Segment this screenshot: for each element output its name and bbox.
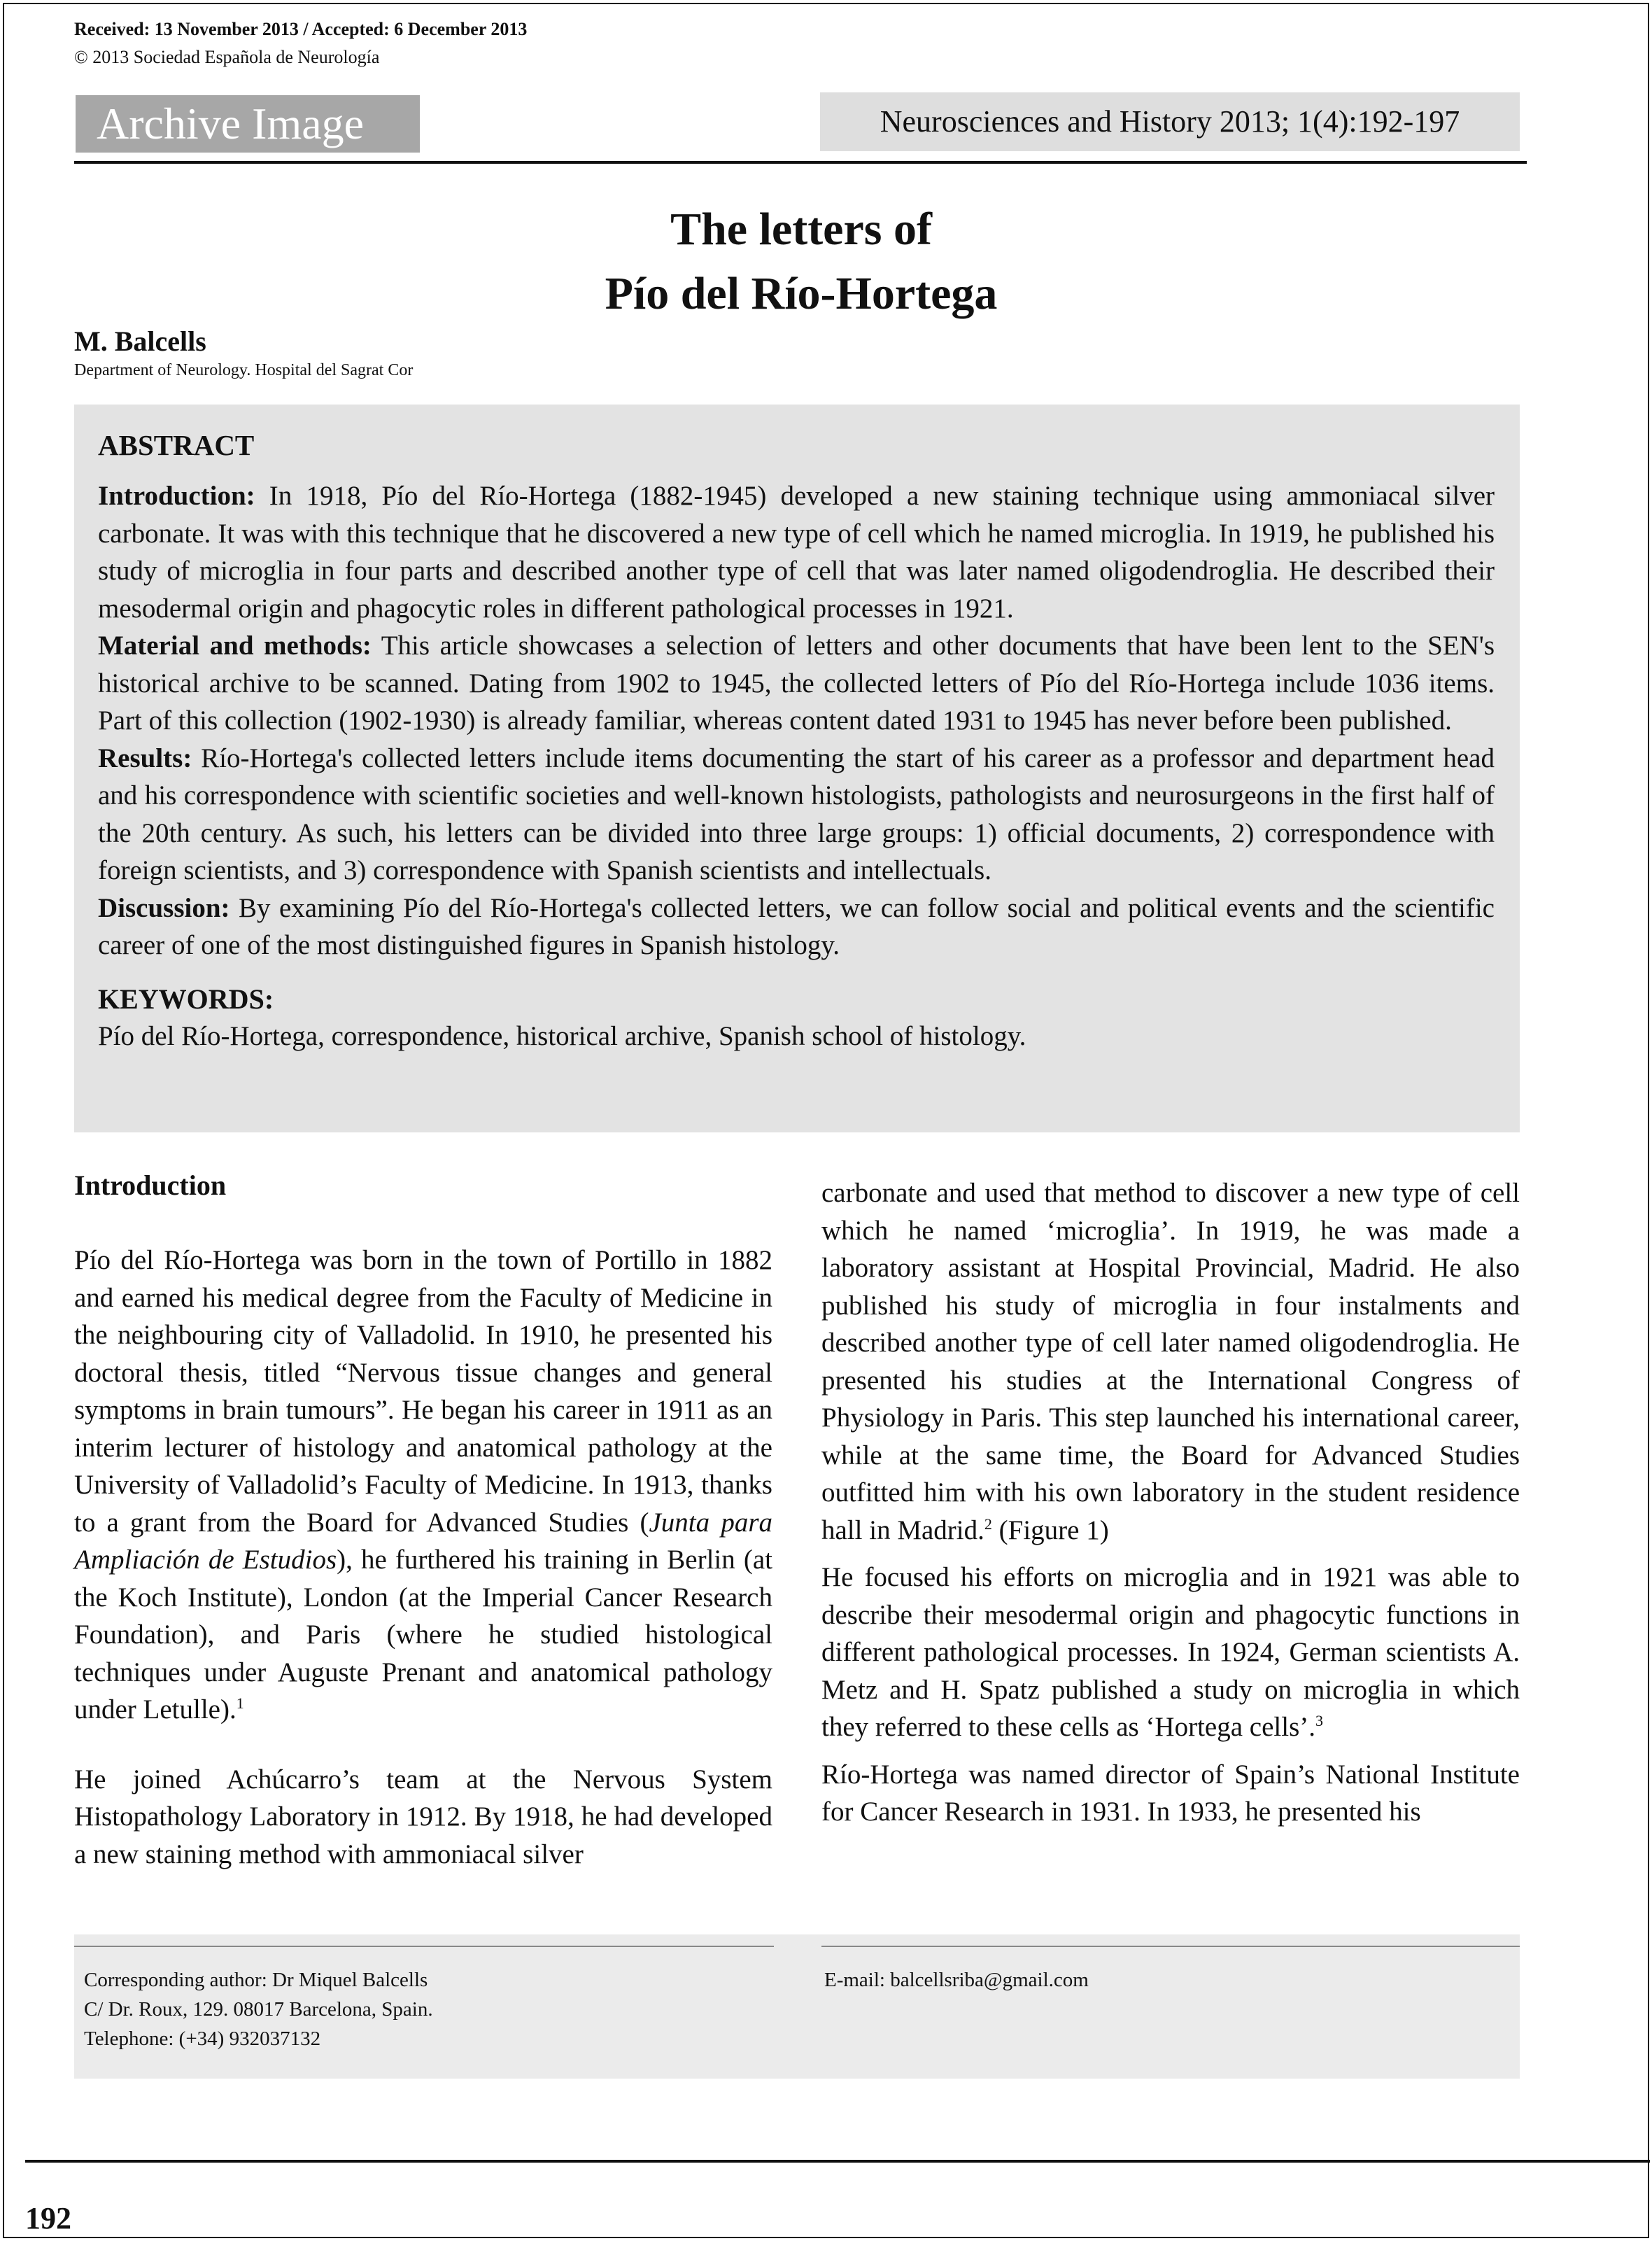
body-paragraph-3 [821,1174,1520,1549]
journal-reference: Neurosciences and History 2013; 1(4):192-197 [820,92,1520,151]
p4-text-a: He focused his efforts on microglia and in 1921 was able to describe their mesodermal origin and phagocytic functions in different pathological processes. In 1924, German scientists A. Metz and H. Spatz published a study on microglia in which they referred to these cells as ‘Hortega cells’. [821,1562,1520,1742]
received-accepted-dates: Received: 13 November 2013 / Accepted: 6 December 2013 [74,19,528,39]
header-rule [74,161,1527,164]
body-paragraph-1 [74,1242,772,1729]
body-paragraph-5: Río-Hortega was named director of Spain’s National Institute for Cancer Research in 1931. In 1933, he presented his [821,1759,1520,1827]
abstract-introduction-label: Introduction: [98,481,255,511]
abstract-methods-label: Material and methods: [98,631,372,661]
publication-meta [74,15,527,71]
p3-text-a: carbonate and used that method to discover a new type of cell which he named ‘microglia’. In 1919, he was made a laboratory assistant at Hospital Provincial, Madrid. He also published his study of microglia in four instalments and described another type of cell later named oligodendroglia. He presented his studies at the International Congress of Physiology in Paris. This step launched his international career, while at the same time, the Board for Advanced Studies outfitted him with his own laboratory in the student residence hall in Madrid. [821,1178,1520,1545]
p3-text-b: (Figure 1) [991,1515,1109,1545]
abstract-methods [98,627,1495,740]
corresponding-author: Corresponding author: Dr Miquel Balcells [84,1969,428,1991]
introduction-heading: Introduction [74,1169,227,1201]
reference-3: 3 [1315,1712,1323,1729]
title-line-2: Pío del Río-Hortega [605,268,998,319]
corresponding-address: C/ Dr. Roux, 129. 08017 Barcelona, Spain. [84,1998,433,2021]
corresponding-author-block [84,1965,433,2053]
p1-italic-text: Junta para Ampliación de Estudios [74,1507,772,1575]
reference-2: 2 [984,1515,992,1533]
footer-rule [25,2160,1650,2163]
keywords-list: Pío del Río-Hortega, correspondence, historical archive, Spanish school of histology. [98,1020,1026,1051]
copyright-line: © 2013 Sociedad Española de Neurología [74,47,380,67]
corresponding-telephone: Telephone: (+34) 932037132 [84,2028,321,2050]
abstract-introduction [98,477,1495,627]
title-line-1: The letters of [670,204,932,255]
keywords-heading: KEYWORDS: [98,983,274,1015]
footer-rule-left [74,1946,774,1947]
abstract-results-label: Results: [98,743,192,773]
body-column-left [74,1166,772,1883]
abstract-heading: ABSTRACT [98,429,255,461]
p1-text-a: Pío del Río-Hortega was born in the town of Portillo in 1882 and earned his medical degree from the Faculty of Medicine in the neighbouring city of Valladolid. In 1910, he presented his doctoral thesis, titled “Nervous tissue changes and general symptoms in brain tumours”. He began his career in 1911 as an interim lecturer of histology and anatomical pathology at the University of Valladolid’s Faculty of Medicine. In 1913, thanks to a grant from the Board for Advanced Studies ( [74,1245,772,1538]
abstract-results-text: Río-Hortega's collected letters include items documenting the start of his career as a professor and department head and his correspondence with scientific societies and well-known histologists, pathologists and neurosurgeons in the first half of the 20th century. As such, his letters can be divided into three large groups: 1) official documents, 2) correspondence with foreign scientists, and 3) correspondence with Spanish scientists and intellectuals. [98,743,1495,885]
corresponding-email: E-mail: balcellsriba@gmail.com [824,1969,1089,1991]
section-tag: Archive Image [76,95,420,153]
author-affiliation: Department of Neurology. Hospital del Sagrat Cor [74,361,414,379]
body-paragraph-4 [821,1559,1520,1746]
footer-rule-right [821,1946,1520,1947]
abstract-discussion-text: By examining Pío del Río-Hortega's collected letters, we can follow social and political events and the scientific career of one of the most distinguished figures in Spanish histology. [98,892,1495,960]
body-column-right [821,1174,1520,1841]
reference-1: 1 [236,1694,244,1712]
page-number: 192 [25,2201,71,2235]
abstract-introduction-text: In 1918, Pío del Río-Hortega (1882-1945) developed a new staining technique using ammoniacal silver carbonate. It was with this technique that he discovered a new type of cell which he named microglia. In 1919, he published his study of microglia in four parts and described another type of cell that was later named oligodendroglia. He described their mesodermal origin and phagocytic roles in different pathological processes in 1921. [98,481,1495,624]
abstract-box [74,405,1520,1132]
abstract-results [98,740,1495,890]
abstract-discussion [98,890,1495,964]
article-title [0,197,1602,326]
body-paragraph-2: He joined Achúcarro’s team at the Nervous System Histopathology Laboratory in 1912. By 1918, he had developed a new staining method with ammoniacal silver [74,1764,772,1869]
abstract-methods-text: This article showcases a selection of letters and other documents that have been lent to the SEN's historical archive to be scanned. Dating from 1902 to 1945, the collected letters of Pío del Río-Hortega include 1036 items. Part of this collection (1902-1930) is already familiar, whereas content dated 1931 to 1945 has never before been published. [98,631,1495,736]
correspondence-box [74,1934,1520,2079]
author-name: M. Balcells [74,325,206,357]
abstract-discussion-label: Discussion: [98,892,230,923]
p1-text-b: ), he furthered his training in Berlin (at the Koch Institute), London (at the Imperial Cancer Research Foundation), and Paris (where he studied histological techniques under Auguste Prenant and anatomical pathology under Letulle). [74,1545,772,1724]
